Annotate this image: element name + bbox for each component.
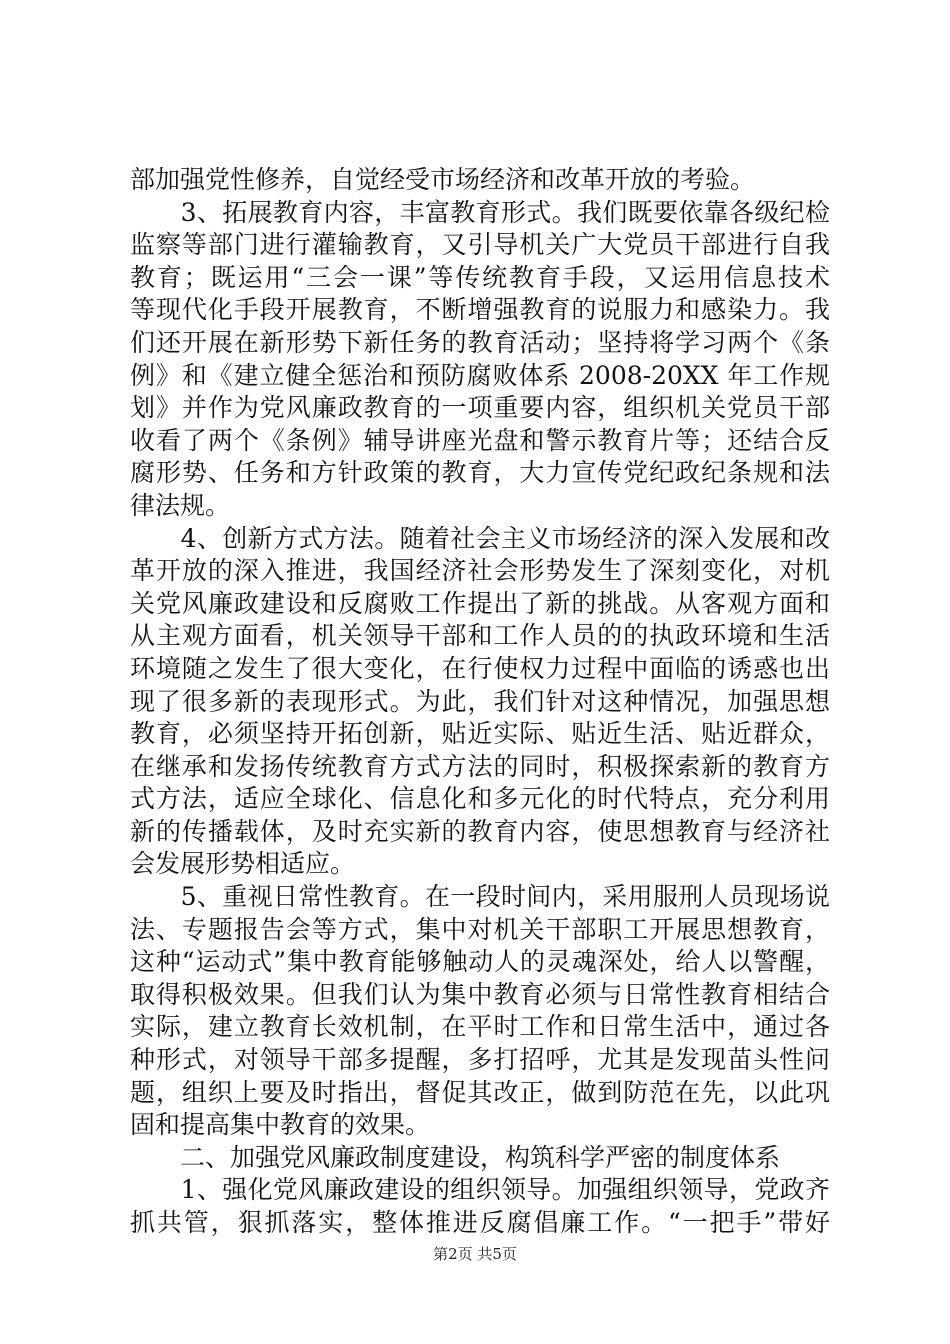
text-line: 种形式，对领导干部多提醒，多打招呼，尤其是发现苗头性问: [130, 1045, 830, 1075]
text-line: 革开放的深入推进，我国经济社会形势发生了深刻变化，对机: [130, 556, 830, 586]
text-line: 等现代化手段开展教育，不断增强教育的说服力和感染力。我: [130, 295, 830, 325]
text-line: 腐形势、任务和方针政策的教育，大力宣传党纪政纪条规和法: [130, 458, 830, 488]
page-footer: [0, 1243, 950, 1264]
document-body: [130, 164, 830, 1240]
text-line: 们还开展在新形势下新任务的教育活动；坚持将学习两个《条: [130, 327, 830, 357]
text-line: 3、拓展教育内容，丰富教育形式。我们既要依靠各级纪检: [130, 197, 830, 227]
text-line: 实际，建立教育长效机制，在平时工作和日常生活中，通过各: [130, 1012, 830, 1042]
text-line: 取得积极效果。但我们认为集中教育必须与日常性教育相结合: [130, 979, 830, 1009]
text-line: 这种“运动式”集中教育能够触动人的灵魂深处，给人以警醒，: [130, 947, 830, 977]
text-line: 4、创新方式方法。随着社会主义市场经济的深入发展和改: [130, 523, 830, 553]
text-line: 划》并作为党风廉政教育的一项重要内容，组织机关党员干部: [130, 393, 830, 423]
text-line: 固和提高集中教育的效果。: [130, 1110, 431, 1140]
text-line: 题，组织上要及时指出，督促其改正，做到防范在先，以此巩: [130, 1077, 830, 1107]
text-line: 抓共管，狠抓落实，整体推进反腐倡廉工作。“一把手”带好: [130, 1208, 830, 1237]
text-line: 例》和《建立健全惩治和预防腐败体系 2008-20XX 年工作规: [130, 360, 830, 390]
text-line: 1、强化党风廉政建设的组织领导。加强组织领导，党政齐: [130, 1175, 830, 1205]
text-line: 律法规。: [130, 490, 231, 520]
text-line: 部加强党性修养，自觉经受市场经济和改革开放的考验。: [130, 165, 756, 194]
text-line: 现了很多新的表现形式。为此，我们针对这种情况，加强思想: [130, 686, 830, 716]
text-line: 法、专题报告会等方式，集中对机关干部职工开展思想教育，: [130, 914, 830, 944]
text-line: 监察等部门进行灌输教育，又引导机关广大党员干部进行自我: [130, 230, 830, 260]
text-line: 教育，必须坚持开拓创新，贴近实际、贴近生活、贴近群众，: [130, 719, 830, 749]
text-line: 在继承和发扬传统教育方式方法的同时，积极探索新的教育方: [130, 751, 830, 781]
text-line: 5、重视日常性教育。在一段时间内，采用服刑人员现场说: [130, 882, 830, 912]
page-number: 第2页 共5页: [433, 1245, 517, 1263]
text-line: 教育；既运用“三会一课”等传统教育手段，又运用信息技术: [130, 262, 830, 292]
text-line: 关党风廉政建设和反腐败工作提出了新的挑战。从客观方面和: [130, 588, 830, 618]
text-line: 收看了两个《条例》辅导讲座光盘和警示教育片等；还结合反: [130, 425, 830, 455]
text-line: 新的传播载体，及时充实新的教育内容，使思想教育与经济社: [130, 816, 830, 846]
text-line: 式方法，适应全球化、信息化和多元化的时代特点，充分利用: [130, 784, 830, 814]
text-line: 环境随之发生了很大变化，在行使权力过程中面临的诱惑也出: [130, 653, 830, 683]
text-line: 会发展形势相适应。: [130, 849, 356, 879]
text-line: 从主观方面看，机关领导干部和工作人员的的执政环境和生活: [130, 621, 830, 651]
text-line: 二、加强党风廉政制度建设，构筑科学严密的制度体系: [130, 1142, 781, 1172]
